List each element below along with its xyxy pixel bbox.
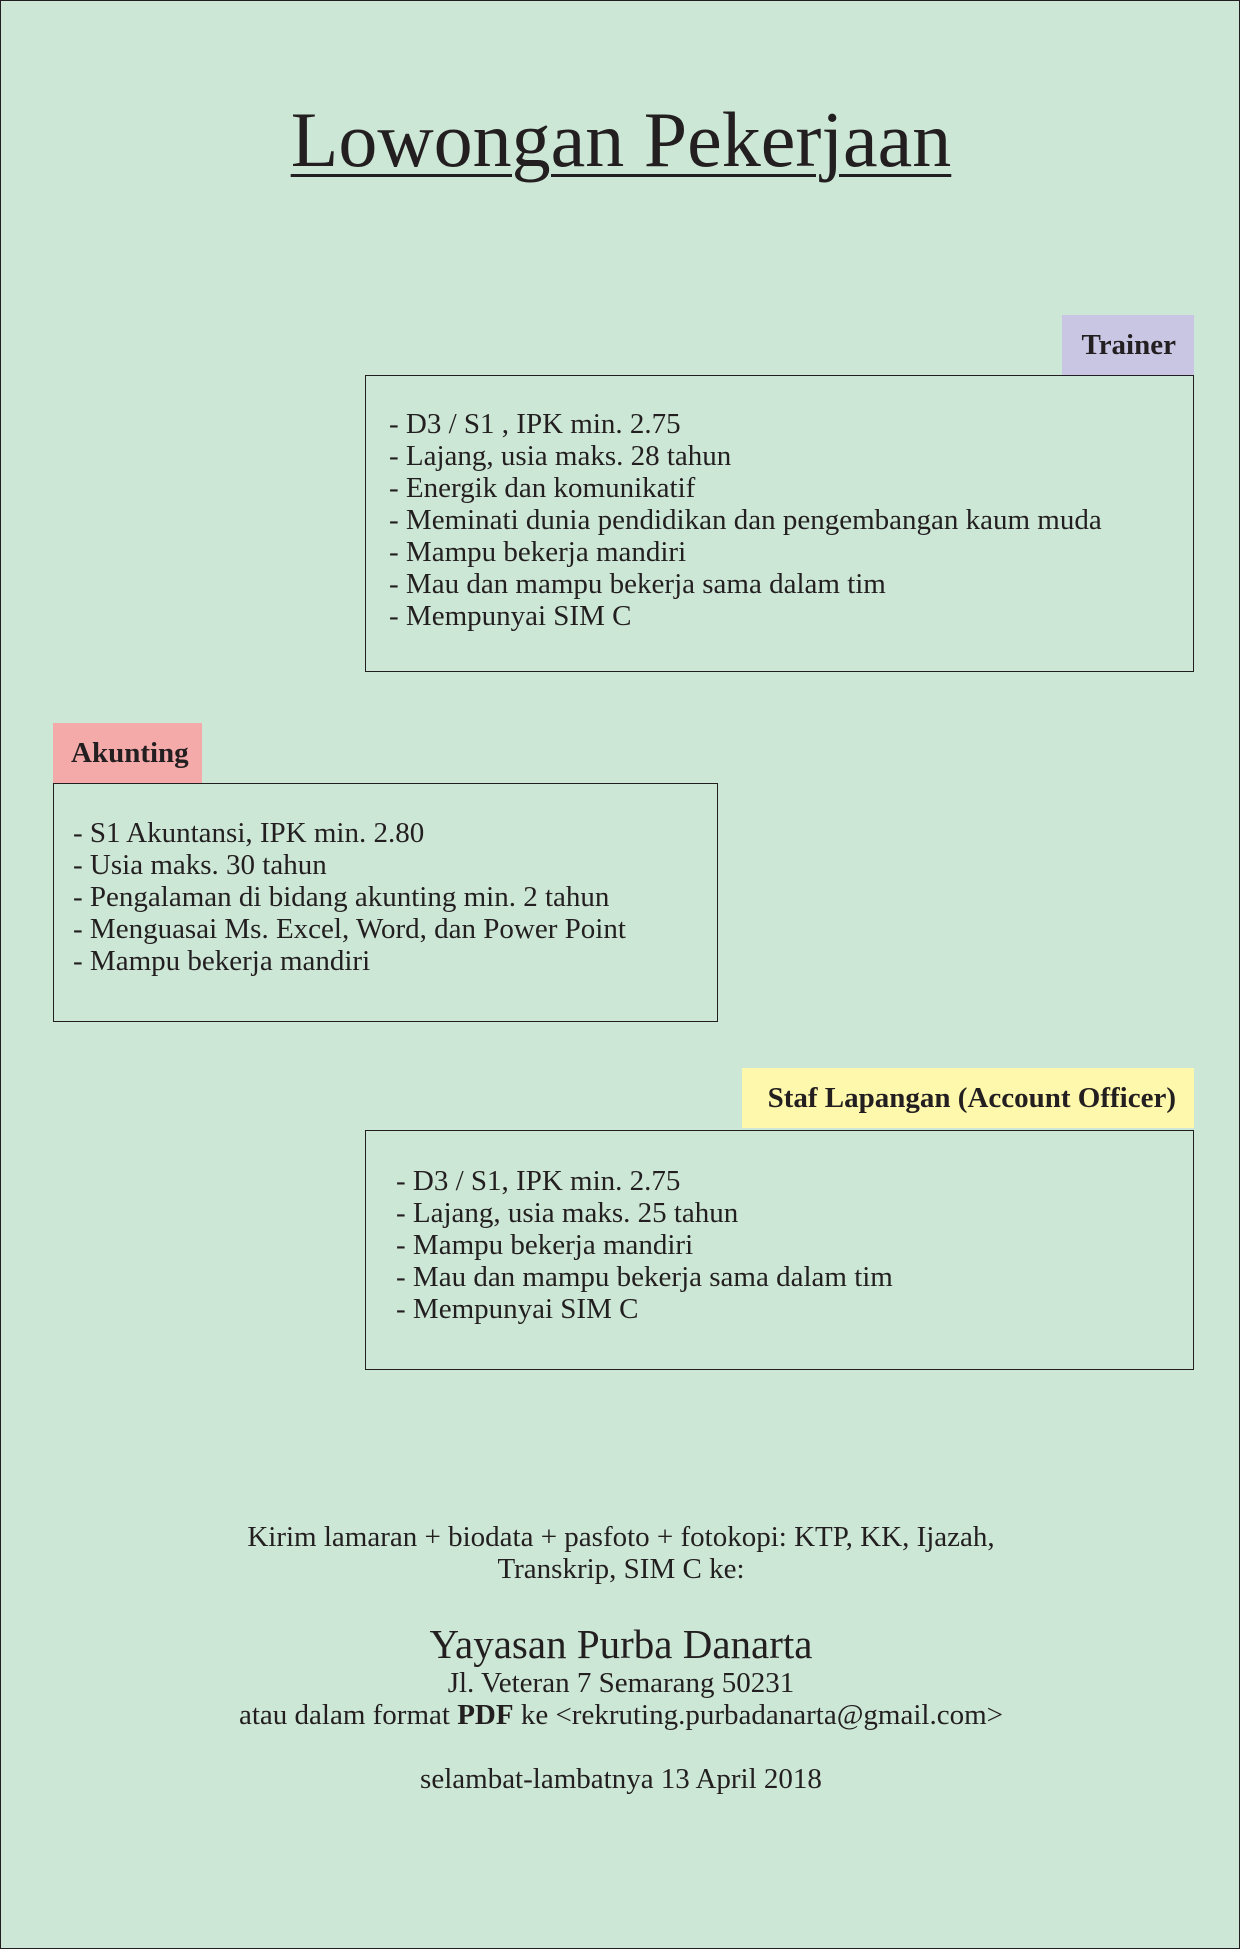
requirements-box-akunting (53, 783, 718, 1022)
format-type: PDF (457, 1699, 514, 1731)
requirement-item: - D3 / S1, IPK min. 2.75 (396, 1165, 681, 1197)
requirement-item: - S1 Akuntansi, IPK min. 2.80 (73, 817, 425, 849)
requirement-item: - Mampu bekerja mandiri (389, 536, 687, 568)
requirement-item: - Mampu bekerja mandiri (396, 1229, 694, 1261)
deadline: selambat-lambatnya 13 April 2018 (420, 1763, 822, 1795)
requirement-item: - Mampu bekerja mandiri (73, 945, 371, 977)
email-submission-line (1, 1699, 1240, 1731)
requirements-box-staf-lapangan (365, 1130, 1194, 1370)
application-instructions (1, 1521, 1240, 1585)
position-tag-akunting: Akunting (53, 723, 202, 783)
page-title: Lowongan Pekerjaan (290, 96, 952, 183)
position-tag-trainer: Trainer (1062, 315, 1194, 375)
position-tag-staf-lapangan: Staf Lapangan (Account Officer) (742, 1068, 1194, 1128)
requirement-item: - D3 / S1 , IPK min. 2.75 (389, 408, 681, 440)
requirement-item: - Lajang, usia maks. 28 tahun (389, 440, 732, 472)
requirement-item: - Mau dan mampu bekerja sama dalam tim (396, 1261, 893, 1293)
instruction-line: Transkrip, SIM C ke: (497, 1553, 745, 1585)
requirement-item: - Mau dan mampu bekerja sama dalam tim (389, 568, 886, 600)
format-prefix: atau dalam format (238, 1699, 450, 1731)
requirement-item: - Menguasai Ms. Excel, Word, dan Power Point (73, 913, 626, 945)
requirement-item: - Mempunyai SIM C (389, 600, 632, 632)
requirements-list (73, 817, 717, 977)
requirement-item: - Meminati dunia pendidikan dan pengembangan kaum muda (389, 504, 1102, 536)
requirement-item: - Lajang, usia maks. 25 tahun (396, 1197, 739, 1229)
requirements-list (389, 408, 1193, 632)
requirements-list (396, 1165, 1193, 1325)
requirement-item: - Pengalaman di bidang akunting min. 2 tahun (73, 881, 610, 913)
requirement-item: - Energik dan komunikatif (389, 472, 696, 504)
requirements-box-trainer (365, 375, 1194, 672)
email-address: ke <rekruting.purbadanarta@gmail.com> (520, 1699, 1003, 1731)
instruction-line: Kirim lamaran + biodata + pasfoto + fotokopi: KTP, KK, Ijazah, (247, 1521, 995, 1553)
requirement-item: - Mempunyai SIM C (396, 1293, 639, 1325)
organization-name: Yayasan Purba Danarta (429, 1621, 813, 1667)
organization-address: Jl. Veteran 7 Semarang 50231 (447, 1667, 795, 1699)
requirement-item: - Usia maks. 30 tahun (73, 849, 327, 881)
